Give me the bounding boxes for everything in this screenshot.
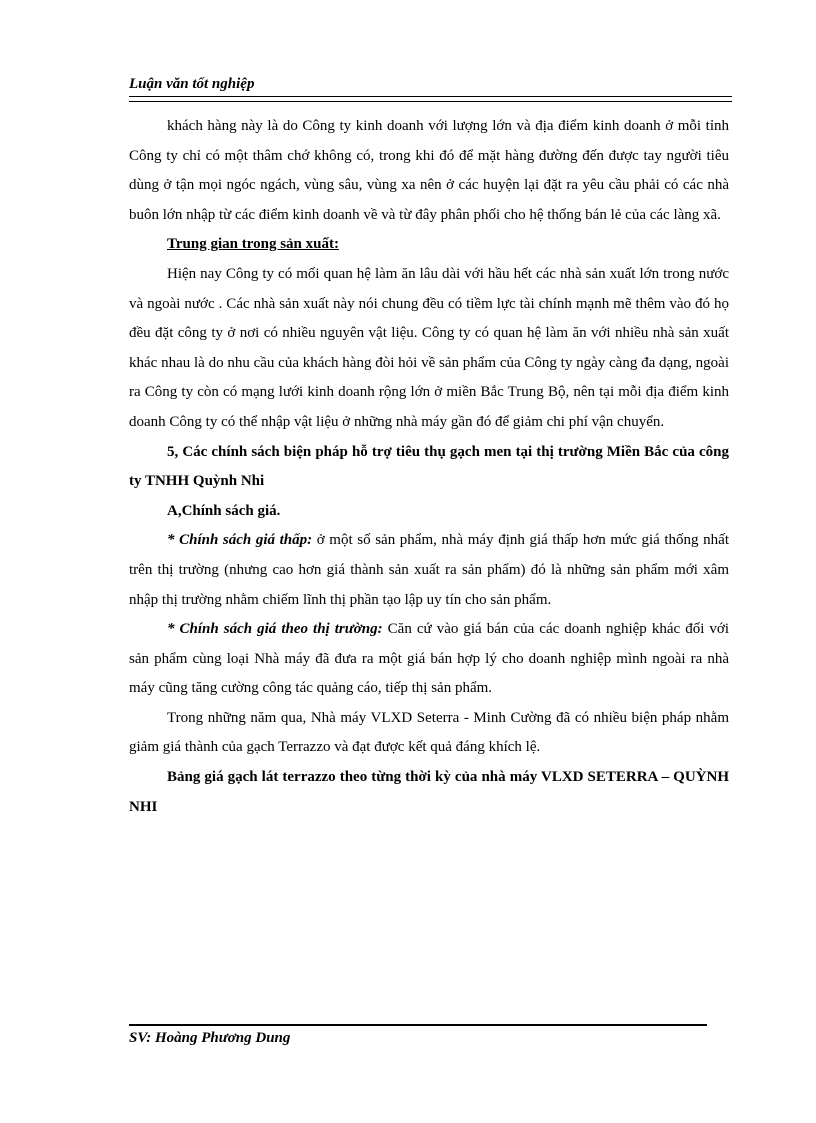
page-body bbox=[129, 112, 729, 822]
subsection-heading-text: A,Chính sách giá. bbox=[167, 502, 281, 519]
body-paragraph-5: Trong những năm qua, Nhà máy VLXD Seterra - Minh Cường đã có nhiều biện pháp nhằm giảm giá thành của gạch Terrazzo và đạt được kết quả đáng khích lệ. bbox=[129, 709, 729, 756]
section-heading-5: 5, Các chính sách biện pháp hỗ trợ tiêu thụ gạch men tại thị trường Miền Bắc của công ty TNHH Quỳnh Nhi bbox=[129, 443, 729, 490]
market-price-text: Căn cứ vào giá bán của các doanh nghiệp khác đối với sản phẩm cùng loại Nhà máy đã đưa ra một giá bán hợp lý cho doanh nghiệp mình ngoài ra nhà máy cũng tăng cường công tác quảng cáo, tiếp thị sản phẩm. bbox=[129, 621, 729, 697]
body-paragraph-2: Hiện nay Công ty có mối quan hệ làm ăn lâu dài với hầu hết các nhà sản xuất lớn trong nước và ngoài nước . Các nhà sản xuất này nói chung đều có tiềm lực tài chính mạnh mẽ thêm vào đó họ đều đặt công ty ở nơi có nhiều nguyên vật liệu. Công ty có quan hệ làm ăn với nhiều nhà sản xuất khác nhau là do nhu cầu của khách hàng đòi hỏi về sản phẩm của Công ty ngày càng đa dạng, ngoài ra Công ty còn có mạng lưới kinh doanh rộng lớn ở miền Bắc Trung Bộ, nên tại mỗi địa điểm kinh doanh Công ty có thể nhập vật liệu ở những nhà máy gần đó để giảm chi phí vận chuyển. bbox=[129, 265, 729, 430]
sub-heading-text: Trung gian trong sản xuất: bbox=[167, 236, 339, 253]
footer-rule bbox=[129, 1024, 707, 1026]
low-price-label: * Chính sách giá thấp: bbox=[167, 532, 313, 549]
body-paragraph-low-price bbox=[129, 526, 729, 615]
sub-heading-intermediary bbox=[129, 230, 729, 260]
market-price-label: * Chính sách giá theo thị trường: bbox=[167, 621, 383, 638]
body-paragraph-1: khách hàng này là do Công ty kinh doanh với lượng lớn và địa điểm kinh doanh ở mỗi tỉnh Công ty chỉ có một thâm chớ không có, trong khi đó để mặt hàng đường đến được tay người tiêu dùng ở tận mọi ngóc ngách, vùng sâu, vùng xa nên ở các huyện lại đặt ra yêu cầu phải có các nhà buôn lớn nhập từ các điểm kinh doanh về và từ đây phân phối cho hệ thống bán lẻ của các làng xã. bbox=[129, 118, 729, 223]
table-caption: Bảng giá gạch lát terrazzo theo từng thời kỳ của nhà máy VLXD SETERRA – QUỲNH NHI bbox=[129, 769, 729, 815]
subsection-heading-a bbox=[129, 497, 729, 527]
footer-author: SV: Hoàng Phương Dung bbox=[129, 1030, 291, 1046]
body-paragraph-market-price bbox=[129, 615, 729, 704]
header-double-rule bbox=[129, 96, 732, 102]
low-price-text: ở một số sản phẩm, nhà máy định giá thấp hơn mức giá thống nhất trên thị trường (nhưng cao hơn giá thành sản xuất ra sản phẩm) đó là những sản phẩm mới xâm nhập thị trường nhằm chiếm lĩnh thị phần tạo lập uy tín cho sản phẩm. bbox=[129, 532, 729, 608]
running-header-title: Luận văn tốt nghiệp bbox=[129, 76, 255, 92]
